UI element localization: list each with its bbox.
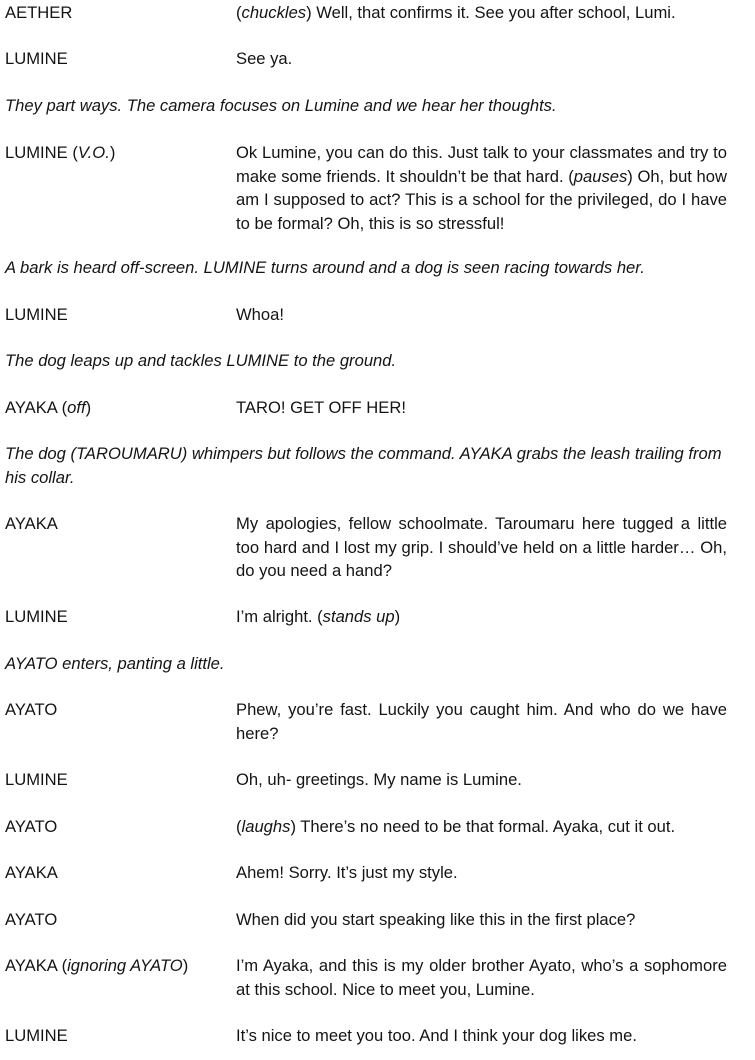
action-text: The dog leaps up and tackles LUMINE to the ground. <box>5 351 397 370</box>
character-name <box>5 1 230 25</box>
character-name-text: LUMINE <box>5 49 68 68</box>
dialogue-segment: ) <box>394 607 401 626</box>
dialogue-segment: Ok Lumine, you can do this. Just talk to your classmates and try to make some friends. It shouldn’t be that hard. ( <box>236 143 727 186</box>
dialogue-text <box>236 1 727 25</box>
character-name-text: LUMINE <box>5 1026 68 1045</box>
dialogue-segment: ) There’s no need to be that formal. Ayaka, cut it out. <box>290 817 676 836</box>
dialogue-text <box>236 47 727 71</box>
character-name <box>5 303 230 327</box>
parenthetical: ignoring AYATO <box>67 956 183 975</box>
dialogue-text <box>236 908 727 932</box>
character-name <box>5 768 230 792</box>
dialogue-text <box>236 303 727 327</box>
dialogue-segment: My apologies, fellow schoolmate. Taroumaru here tugged a little too hard and I lost my grip. I should’ve held on a little harder… Oh, do you need a hand? <box>236 514 727 580</box>
dialogue-segment: I’m alright. ( <box>236 607 323 626</box>
dialogue-text <box>236 1024 727 1048</box>
dialogue-segment: TARO! GET OFF HER! <box>236 398 406 417</box>
dialogue-text <box>236 605 727 629</box>
action-line <box>5 349 727 373</box>
character-name: AYAKA (off) <box>5 398 92 417</box>
action-line <box>5 652 727 676</box>
action-text: AYATO enters, panting a little. <box>5 654 225 673</box>
parenthetical: V.O. <box>77 143 110 162</box>
character-name <box>5 698 230 722</box>
character-name-text: AYAKA <box>5 398 57 417</box>
dialogue-segment: When did you start speaking like this in the first place? <box>236 910 636 929</box>
dialogue-segment: ) Well, that confirms it. See you after school, Lumi. <box>306 3 676 22</box>
character-name-text: AYAKA <box>5 863 58 882</box>
dialogue-segment: ( <box>236 817 242 836</box>
action-text: They part ways. The camera focuses on Lumine and we hear her thoughts. <box>5 96 557 115</box>
stage-direction: laughs <box>241 817 291 836</box>
stage-direction: stands up <box>322 607 395 626</box>
character-name-text: LUMINE <box>5 607 68 626</box>
action-line <box>5 256 727 280</box>
dialogue-segment: ( <box>236 3 242 22</box>
dialogue-text <box>236 768 727 792</box>
dialogue-text <box>236 815 727 839</box>
dialogue-segment: Ahem! Sorry. It’s just my style. <box>236 863 458 882</box>
dialogue-segment: Phew, you’re fast. Luckily you caught him. And who do we have here? <box>236 700 727 743</box>
action-text: The dog (TAROUMARU) whimpers but follows the command. AYAKA grabs the leash trailing from his collar. <box>5 444 722 487</box>
character-name-text: LUMINE <box>5 143 68 162</box>
parenthetical: off <box>67 398 86 417</box>
character-name <box>5 605 230 629</box>
dialogue-text <box>236 698 727 745</box>
character-name-text: LUMINE <box>5 770 68 789</box>
character-name <box>5 861 230 885</box>
dialogue-segment: Whoa! <box>236 305 284 324</box>
character-name-text: AYAKA <box>5 514 58 533</box>
stage-direction: pauses <box>573 166 628 186</box>
dialogue-segment: I’m Ayaka, and this is my older brother Ayato, who’s a sophomore at this school. Nice to meet you, Lumine. <box>236 956 727 999</box>
character-name <box>5 512 230 536</box>
character-name <box>5 908 230 932</box>
character-name-text: AETHER <box>5 3 73 22</box>
character-name-text: AYATO <box>5 910 58 929</box>
character-name: LUMINE (V.O.) <box>5 143 116 162</box>
dialogue-text <box>236 141 727 235</box>
dialogue-segment: ) Oh, but how am I supposed to act? This is a school for the privileged, do I have to be formal? Oh, this is so stressful! <box>236 166 727 233</box>
dialogue-segment: Oh, uh- greetings. My name is Lumine. <box>236 770 522 789</box>
character-name: AYAKA (ignoring AYATO) <box>5 956 189 975</box>
action-line <box>5 442 727 489</box>
character-name-text: AYAKA <box>5 956 57 975</box>
action-text: A bark is heard off-screen. LUMINE turns around and a dog is seen racing towards her. <box>5 258 645 277</box>
character-name-text: AYATO <box>5 817 58 836</box>
dialogue-text <box>236 954 727 1001</box>
stage-direction: chuckles <box>241 3 307 22</box>
character-name <box>5 1024 230 1048</box>
dialogue-text <box>236 396 727 420</box>
character-name <box>5 815 230 839</box>
dialogue-text <box>236 861 727 885</box>
character-name-text: LUMINE <box>5 305 68 324</box>
character-name <box>5 47 230 71</box>
dialogue-segment: See ya. <box>236 49 293 68</box>
action-line <box>5 94 727 118</box>
character-name-text: AYATO <box>5 700 58 719</box>
dialogue-segment: It’s nice to meet you too. And I think your dog likes me. <box>236 1026 637 1045</box>
dialogue-text <box>236 512 727 583</box>
